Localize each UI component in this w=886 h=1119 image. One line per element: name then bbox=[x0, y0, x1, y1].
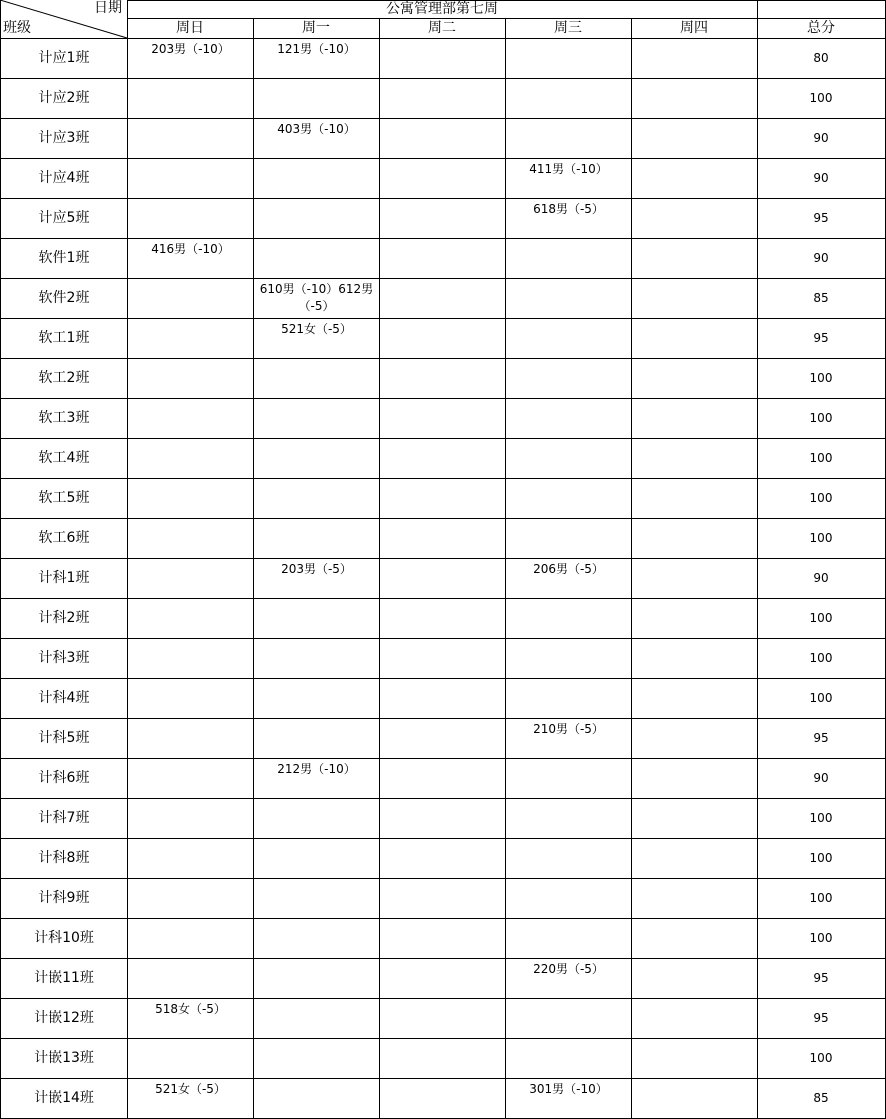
deduction-cell-mon bbox=[255, 799, 378, 837]
total-score-cell: 95 bbox=[813, 211, 829, 225]
day-header-sun: 周日 bbox=[176, 20, 204, 36]
deduction-cell-thu bbox=[633, 719, 756, 757]
deduction-cell-wed bbox=[507, 759, 630, 797]
deduction-cell-sun: 416男（-10） bbox=[151, 242, 230, 256]
deduction-cell-mon: 521女（-5） bbox=[281, 322, 352, 336]
deduction-cell-wed bbox=[507, 919, 630, 957]
total-score-cell: 100 bbox=[809, 411, 833, 425]
class-name-cell: 软工1班 bbox=[38, 330, 90, 346]
deduction-cell-sun bbox=[129, 279, 252, 317]
deduction-cell-mon bbox=[255, 519, 378, 557]
grid-vline bbox=[505, 18, 506, 1118]
deduction-cell-mon bbox=[255, 599, 378, 637]
deduction-cell-thu bbox=[633, 479, 756, 517]
class-name-cell: 计嵌14班 bbox=[34, 1090, 94, 1106]
deduction-cell-sun bbox=[129, 559, 252, 597]
class-name-cell: 计科8班 bbox=[38, 850, 90, 866]
deduction-cell-tue bbox=[381, 999, 504, 1037]
deduction-cell-tue bbox=[381, 399, 504, 437]
total-score-cell: 95 bbox=[813, 731, 829, 745]
total-score-cell: 100 bbox=[809, 371, 833, 385]
total-score-cell: 100 bbox=[809, 651, 833, 665]
deduction-cell-mon bbox=[255, 959, 378, 997]
deduction-cell-sun bbox=[129, 799, 252, 837]
deduction-cell-sun bbox=[129, 759, 252, 797]
grid-hline bbox=[127, 18, 885, 19]
deduction-cell-mon: 203男（-5） bbox=[281, 562, 352, 576]
deduction-cell-mon bbox=[255, 639, 378, 677]
class-axis-label: 班级 bbox=[3, 20, 31, 36]
deduction-cell-wed bbox=[507, 879, 630, 917]
class-name-cell: 计科2班 bbox=[38, 610, 90, 626]
deduction-cell-thu bbox=[633, 879, 756, 917]
deduction-cell-thu bbox=[633, 399, 756, 437]
grid-vline bbox=[379, 18, 380, 1118]
class-name-cell: 计应3班 bbox=[38, 130, 90, 146]
deduction-cell-mon bbox=[255, 359, 378, 397]
class-name-cell: 计应4班 bbox=[38, 170, 90, 186]
total-score-cell: 100 bbox=[809, 531, 833, 545]
deduction-cell-tue bbox=[381, 719, 504, 757]
deduction-cell-mon bbox=[255, 159, 378, 197]
deduction-cell-tue bbox=[381, 479, 504, 517]
deduction-cell-tue bbox=[381, 439, 504, 477]
grid-vline bbox=[253, 18, 254, 1118]
deduction-cell-thu bbox=[633, 519, 756, 557]
day-header-wed: 周三 bbox=[554, 20, 582, 36]
class-name-cell: 计科1班 bbox=[38, 570, 90, 586]
deduction-cell-sun bbox=[129, 319, 252, 357]
deduction-cell-sun bbox=[129, 919, 252, 957]
total-score-cell: 95 bbox=[813, 331, 829, 345]
deduction-cell-tue bbox=[381, 1079, 504, 1117]
deduction-cell-wed bbox=[507, 639, 630, 677]
deduction-cell-thu bbox=[633, 759, 756, 797]
class-name-cell: 计科4班 bbox=[38, 690, 90, 706]
deduction-cell-thu bbox=[633, 79, 756, 117]
deduction-cell-wed bbox=[507, 39, 630, 77]
class-name-cell: 计应1班 bbox=[38, 50, 90, 66]
deduction-cell-mon bbox=[255, 1039, 378, 1077]
deduction-cell-sun bbox=[129, 599, 252, 637]
deduction-cell-thu bbox=[633, 279, 756, 317]
class-name-cell: 计科10班 bbox=[34, 930, 94, 946]
deduction-cell-thu bbox=[633, 919, 756, 957]
total-score-cell: 100 bbox=[809, 851, 833, 865]
deduction-cell-thu bbox=[633, 1039, 756, 1077]
deduction-cell-wed bbox=[507, 319, 630, 357]
deduction-cell-wed bbox=[507, 999, 630, 1037]
total-score-cell: 85 bbox=[813, 291, 829, 305]
class-name-cell: 软工6班 bbox=[38, 530, 90, 546]
deduction-cell-wed: 301男（-10） bbox=[529, 1082, 608, 1096]
deduction-cell-wed bbox=[507, 79, 630, 117]
total-score-cell: 100 bbox=[809, 491, 833, 505]
deduction-cell-sun bbox=[129, 199, 252, 237]
total-score-cell: 100 bbox=[809, 611, 833, 625]
deduction-cell-wed: 411男（-10） bbox=[529, 162, 608, 176]
total-score-cell: 95 bbox=[813, 1011, 829, 1025]
deduction-cell-mon bbox=[255, 719, 378, 757]
deduction-cell-wed bbox=[507, 479, 630, 517]
deduction-cell-tue bbox=[381, 559, 504, 597]
deduction-cell-sun: 518女（-5） bbox=[155, 1002, 226, 1016]
day-header-tue: 周二 bbox=[428, 20, 456, 36]
class-name-cell: 软工3班 bbox=[38, 410, 90, 426]
total-score-cell: 100 bbox=[809, 691, 833, 705]
deduction-cell-wed bbox=[507, 839, 630, 877]
deduction-cell-thu bbox=[633, 559, 756, 597]
deduction-cell-tue bbox=[381, 239, 504, 277]
class-name-cell: 软工2班 bbox=[38, 370, 90, 386]
deduction-cell-mon bbox=[255, 439, 378, 477]
deduction-cell-wed bbox=[507, 119, 630, 157]
deduction-cell-sun bbox=[129, 879, 252, 917]
total-score-cell: 90 bbox=[813, 571, 829, 585]
deduction-cell-wed bbox=[507, 1039, 630, 1077]
total-score-cell: 95 bbox=[813, 971, 829, 985]
deduction-cell-tue bbox=[381, 959, 504, 997]
deduction-cell-sun bbox=[129, 679, 252, 717]
deduction-cell-wed: 220男（-5） bbox=[533, 962, 604, 976]
deduction-cell-mon bbox=[255, 1079, 378, 1117]
deduction-cell-mon bbox=[255, 199, 378, 237]
deduction-cell-tue bbox=[381, 519, 504, 557]
total-score-cell: 90 bbox=[813, 131, 829, 145]
deduction-cell-tue bbox=[381, 359, 504, 397]
deduction-cell-sun bbox=[129, 359, 252, 397]
deduction-cell-wed: 206男（-5） bbox=[533, 562, 604, 576]
class-name-cell: 计嵌11班 bbox=[34, 970, 94, 986]
day-header-mon: 周一 bbox=[302, 20, 330, 36]
class-name-cell: 软工4班 bbox=[38, 450, 90, 466]
deduction-cell-mon bbox=[255, 679, 378, 717]
deduction-cell-tue bbox=[381, 919, 504, 957]
deduction-cell-wed: 210男（-5） bbox=[533, 722, 604, 736]
deduction-cell-wed bbox=[507, 279, 630, 317]
grid-vline bbox=[631, 18, 632, 1118]
deduction-cell-thu bbox=[633, 199, 756, 237]
deduction-cell-tue bbox=[381, 639, 504, 677]
total-score-cell: 100 bbox=[809, 451, 833, 465]
deduction-cell-sun: 203男（-10） bbox=[151, 42, 230, 56]
grid-hline bbox=[127, 0, 885, 1]
deduction-cell-tue bbox=[381, 799, 504, 837]
total-score-cell: 90 bbox=[813, 771, 829, 785]
total-score-cell: 80 bbox=[813, 51, 829, 65]
deduction-cell-sun: 521女（-5） bbox=[155, 1082, 226, 1096]
deduction-cell-wed bbox=[507, 519, 630, 557]
class-name-cell: 软件2班 bbox=[38, 290, 90, 306]
deduction-cell-sun bbox=[129, 479, 252, 517]
day-header-thu: 周四 bbox=[680, 20, 708, 36]
class-name-cell: 计科7班 bbox=[38, 810, 90, 826]
deduction-cell-wed: 618男（-5） bbox=[533, 202, 604, 216]
deduction-cell-tue bbox=[381, 839, 504, 877]
deduction-cell-thu bbox=[633, 1079, 756, 1117]
grid-vline bbox=[127, 0, 128, 1118]
deduction-cell-sun bbox=[129, 119, 252, 157]
deduction-cell-thu bbox=[633, 119, 756, 157]
deduction-cell-tue bbox=[381, 599, 504, 637]
deduction-cell-sun bbox=[129, 719, 252, 757]
deduction-cell-thu bbox=[633, 239, 756, 277]
total-score-cell: 90 bbox=[813, 251, 829, 265]
deduction-cell-tue bbox=[381, 679, 504, 717]
deduction-cell-sun bbox=[129, 439, 252, 477]
deduction-cell-thu bbox=[633, 319, 756, 357]
deduction-cell-tue bbox=[381, 79, 504, 117]
total-score-cell: 100 bbox=[809, 91, 833, 105]
total-score-cell: 85 bbox=[813, 1091, 829, 1105]
deduction-cell-sun bbox=[129, 1039, 252, 1077]
total-score-cell: 100 bbox=[809, 1051, 833, 1065]
class-name-cell: 计嵌13班 bbox=[34, 1050, 94, 1066]
total-score-cell: 90 bbox=[813, 171, 829, 185]
deduction-cell-tue bbox=[381, 319, 504, 357]
deduction-cell-sun bbox=[129, 79, 252, 117]
deduction-cell-thu bbox=[633, 39, 756, 77]
deduction-cell-wed bbox=[507, 439, 630, 477]
deduction-cell-thu bbox=[633, 159, 756, 197]
deduction-cell-mon: 610男（-10）612男（-5） bbox=[259, 282, 374, 313]
deduction-cell-mon: 121男（-10） bbox=[277, 42, 356, 56]
deduction-cell-wed bbox=[507, 679, 630, 717]
deduction-cell-thu bbox=[633, 999, 756, 1037]
deduction-cell-mon bbox=[255, 919, 378, 957]
deduction-cell-mon: 212男（-10） bbox=[277, 762, 356, 776]
deduction-cell-sun bbox=[129, 959, 252, 997]
deduction-cell-mon bbox=[255, 839, 378, 877]
deduction-cell-wed bbox=[507, 239, 630, 277]
class-name-cell: 计科6班 bbox=[38, 770, 90, 786]
total-header: 总分 bbox=[807, 20, 835, 36]
class-name-cell: 计嵌12班 bbox=[34, 1010, 94, 1026]
deduction-cell-thu bbox=[633, 359, 756, 397]
deduction-cell-sun bbox=[129, 839, 252, 877]
deduction-cell-mon: 403男（-10） bbox=[277, 122, 356, 136]
deduction-cell-thu bbox=[633, 599, 756, 637]
total-score-cell: 100 bbox=[809, 891, 833, 905]
deduction-cell-thu bbox=[633, 959, 756, 997]
deduction-cell-thu bbox=[633, 679, 756, 717]
deduction-cell-sun bbox=[129, 399, 252, 437]
deduction-cell-mon bbox=[255, 79, 378, 117]
deduction-cell-thu bbox=[633, 839, 756, 877]
deduction-cell-wed bbox=[507, 399, 630, 437]
deduction-cell-mon bbox=[255, 999, 378, 1037]
deduction-cell-mon bbox=[255, 479, 378, 517]
deduction-cell-tue bbox=[381, 1039, 504, 1077]
deduction-cell-thu bbox=[633, 439, 756, 477]
total-score-cell: 100 bbox=[809, 811, 833, 825]
deduction-cell-tue bbox=[381, 119, 504, 157]
class-name-cell: 计科9班 bbox=[38, 890, 90, 906]
deduction-cell-tue bbox=[381, 39, 504, 77]
deduction-cell-sun bbox=[129, 159, 252, 197]
class-name-cell: 计科5班 bbox=[38, 730, 90, 746]
deduction-cell-tue bbox=[381, 159, 504, 197]
deduction-cell-thu bbox=[633, 639, 756, 677]
deduction-cell-tue bbox=[381, 199, 504, 237]
date-axis-label: 日期 bbox=[94, 0, 122, 16]
deduction-cell-wed bbox=[507, 359, 630, 397]
class-name-cell: 计应2班 bbox=[38, 90, 90, 106]
class-name-cell: 软件1班 bbox=[38, 250, 90, 266]
deduction-cell-tue bbox=[381, 759, 504, 797]
class-name-cell: 计应5班 bbox=[38, 210, 90, 226]
total-score-cell: 100 bbox=[809, 931, 833, 945]
table-title: 公寓管理部第七周 bbox=[386, 1, 498, 17]
deduction-cell-mon bbox=[255, 879, 378, 917]
deduction-cell-thu bbox=[633, 799, 756, 837]
class-name-cell: 计科3班 bbox=[38, 650, 90, 666]
deduction-cell-mon bbox=[255, 239, 378, 277]
deduction-cell-tue bbox=[381, 879, 504, 917]
deduction-cell-tue bbox=[381, 279, 504, 317]
deduction-cell-wed bbox=[507, 599, 630, 637]
deduction-cell-wed bbox=[507, 799, 630, 837]
deduction-cell-sun bbox=[129, 519, 252, 557]
deduction-cell-mon bbox=[255, 399, 378, 437]
deduction-cell-sun bbox=[129, 639, 252, 677]
class-name-cell: 软工5班 bbox=[38, 490, 90, 506]
